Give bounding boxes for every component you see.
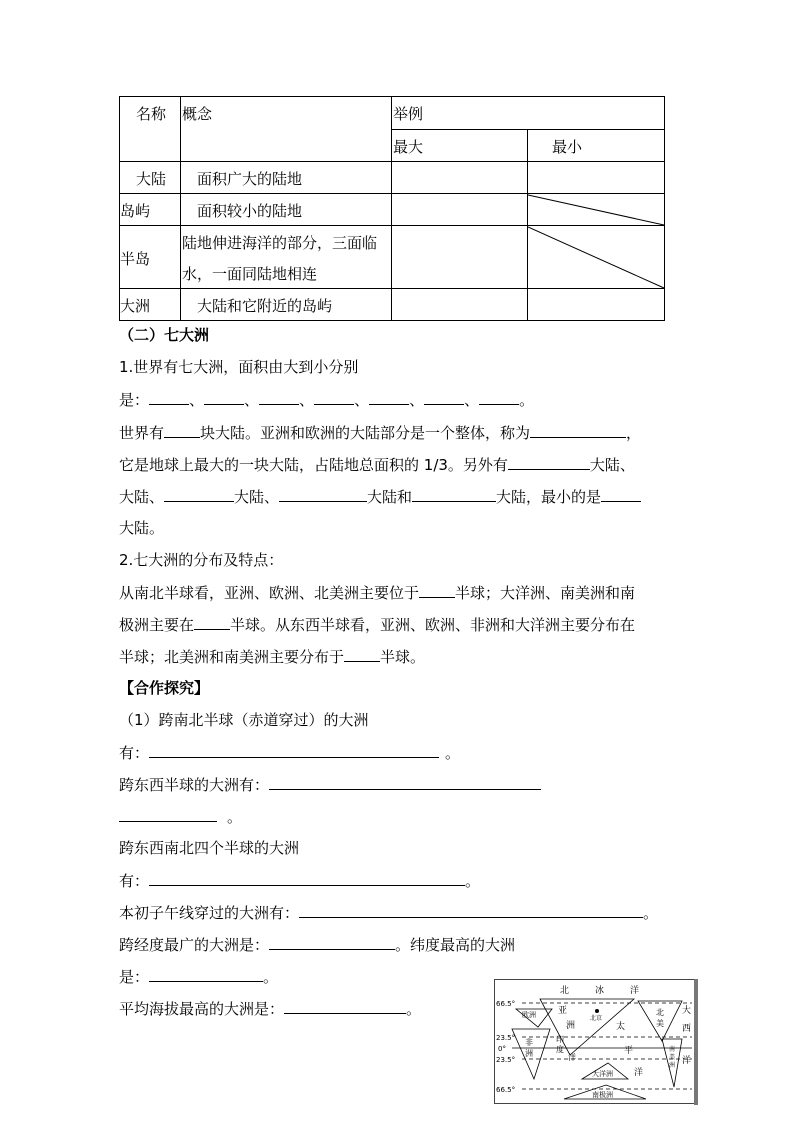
blank-field[interactable]: [344, 647, 380, 662]
blank-field[interactable]: [269, 935, 395, 950]
explore-item3: 跨东西南北四个半球的大洲: [119, 839, 300, 857]
blank-field[interactable]: [194, 615, 230, 630]
explore-item2: 跨东西半球的大洲有：: [119, 775, 541, 794]
map-antarctica-label: 南极洲: [592, 1091, 613, 1099]
blank-field[interactable]: [149, 967, 263, 982]
map-africa-label: 洲: [525, 1049, 533, 1058]
explore-item1: （1）跨南北半球（赤道穿过）的大洲: [119, 711, 369, 729]
explore-item3-answer: 有： 。: [119, 872, 481, 890]
map-pacific-text: 洋: [634, 1068, 644, 1078]
explore-item1-answer: 有： 。: [119, 744, 461, 762]
q2-line3: 半球；北美洲和南美洲主要分布于 半球。: [119, 648, 426, 666]
blank-field[interactable]: [164, 487, 234, 502]
blank-field[interactable]: [530, 423, 626, 438]
lat-label: 66.5°: [496, 1086, 516, 1094]
map-indian-text: 印: [556, 1035, 564, 1044]
blank-field[interactable]: [299, 903, 643, 918]
map-beijing-label: 北京: [590, 1015, 603, 1022]
header-max-cell: [392, 129, 528, 162]
answer-cell[interactable]: [392, 162, 528, 194]
blank-field[interactable]: [419, 583, 455, 598]
diagonal-line: [528, 226, 665, 289]
blank-field[interactable]: [369, 390, 409, 405]
blank-field[interactable]: [479, 390, 519, 405]
q1-line1: 1.世界有七大洲，面积由大到小分别: [119, 358, 359, 376]
map-pacific-text: 太: [616, 1022, 626, 1032]
map-south-america-label: 美: [669, 1054, 676, 1061]
blank-field[interactable]: [164, 423, 200, 438]
diagonal-cell: [528, 226, 665, 289]
blank-field[interactable]: [119, 807, 217, 822]
explore-item4: 本初子午线穿过的大洲有： 。: [119, 904, 659, 922]
blank-field[interactable]: [269, 775, 541, 790]
table-row: [120, 194, 665, 226]
diagonal-line: [528, 194, 665, 226]
header-concept-cell: [181, 97, 392, 162]
row-name: 大陆: [136, 170, 167, 188]
q2-line1: 从南北半球看，亚洲、欧洲、北美洲主要位于 半球；大洋洲、南美洲和南: [119, 584, 636, 602]
table-row: [120, 226, 665, 289]
map-asia-label: 亚: [558, 1006, 568, 1016]
header-min-cell: [528, 129, 665, 162]
table-row: [120, 289, 665, 321]
lat-label: 66.5°: [496, 1000, 516, 1008]
q1-line4: 它是地球上最大的一块大陆，占陆地总面积的 1/3。另外有 大陆、: [119, 456, 635, 474]
map-arctic-text: 冰: [595, 986, 605, 996]
blank-field[interactable]: [149, 743, 439, 758]
answer-cell[interactable]: [528, 289, 665, 321]
answer-cell[interactable]: [392, 226, 528, 289]
header-max: 最大: [393, 137, 424, 156]
map-indian-text: 洋: [568, 1053, 576, 1062]
map-indian-text: 度: [556, 1045, 564, 1054]
map-south-america-label: 洲: [669, 1062, 676, 1069]
map-atlantic-text: 洋: [682, 1056, 692, 1066]
blank-field[interactable]: [601, 487, 641, 502]
map-arctic-text: 北: [560, 986, 570, 996]
lat-label: 0°: [498, 1045, 506, 1053]
answer-cell[interactable]: [528, 162, 665, 194]
blank-field[interactable]: [284, 999, 406, 1014]
explore-title: 【合作探究】: [119, 679, 210, 697]
map-north-america-label: 美: [656, 1019, 664, 1028]
q1-line2: 是： 、 、 、 、 、 、 。: [119, 391, 535, 409]
row-name: 大洲: [120, 297, 151, 315]
continent-concept-table: [119, 96, 665, 321]
row-concept-line2: 水，一面同陆地相连: [182, 265, 318, 283]
explore-item2-cont: 。: [119, 807, 242, 826]
header-example-cell: [392, 97, 665, 130]
map-shadow-edge: [694, 979, 698, 1105]
header-name-cell: [120, 97, 181, 162]
row-concept: 面积较小的陆地: [197, 202, 303, 220]
blank-field[interactable]: [259, 390, 299, 405]
map-oceania-label: 大洋洲: [592, 1070, 613, 1078]
map-south-america-label: 南: [669, 1046, 676, 1053]
lat-label: 23.5°: [496, 1056, 516, 1064]
blank-field[interactable]: [279, 487, 367, 502]
q2-title: 2.七大洲的分布及特点：: [119, 551, 284, 569]
beijing-marker: [595, 1009, 599, 1013]
map-asia-label: 洲: [566, 1021, 576, 1031]
blank-field[interactable]: [149, 390, 189, 405]
explore-item6: 平均海拔最高的大洲是： 。: [119, 1000, 422, 1018]
row-name: 岛屿: [120, 202, 151, 220]
q1-line5: 大陆、 大陆、 大陆和 大陆，最小的是: [119, 487, 641, 506]
map-arctic-text: 洋: [630, 986, 640, 996]
map-europe-label: 欧洲: [522, 1011, 536, 1019]
q2-line2: 极洲主要在 半球。从东西半球看，亚洲、欧洲、非洲和大洋洲主要分布在: [119, 616, 636, 634]
row-concept-line1: 陆地伸进海洋的部分，三面临: [182, 234, 378, 252]
header-concept: 概念: [182, 105, 213, 123]
blank-field[interactable]: [149, 871, 465, 886]
answer-cell[interactable]: [392, 194, 528, 226]
answer-cell[interactable]: [392, 289, 528, 321]
map-atlantic-text: 西: [682, 1024, 692, 1034]
map-pacific-text: 平: [624, 1046, 634, 1056]
explore-item5: 跨经度最广的大洲是： 。纬度最高的大洲: [119, 936, 516, 954]
blank-field[interactable]: [204, 390, 244, 405]
header-min: 最小: [552, 137, 583, 156]
map-north-america-label: 北: [656, 1008, 664, 1017]
blank-field[interactable]: [508, 455, 590, 470]
header-example: 举例: [393, 105, 424, 123]
q1-line3: 世界有 块大陆。亚洲和欧洲的大陆部分是一个整体，称为 ，: [119, 424, 642, 442]
q1-line6: 大陆。: [119, 519, 165, 537]
explore-item5-answer: 是： 。: [119, 968, 279, 986]
header-name: 名称: [136, 105, 167, 123]
blank-field[interactable]: [314, 390, 354, 405]
section-title: （二）七大洲: [119, 326, 210, 344]
row-concept: 面积广大的陆地: [197, 170, 303, 188]
lat-label: 23.5°: [496, 1034, 516, 1042]
blank-field[interactable]: [412, 487, 496, 502]
row-name: 半岛: [120, 250, 151, 268]
continents-sketch-map: [494, 979, 698, 1105]
row-concept: 大陆和它附近的岛屿: [197, 297, 333, 315]
table-row: [120, 162, 665, 194]
blank-field[interactable]: [424, 390, 464, 405]
map-africa-label: 非: [525, 1038, 533, 1047]
diagonal-cell: [528, 194, 665, 226]
map-atlantic-text: 大: [682, 1006, 692, 1016]
